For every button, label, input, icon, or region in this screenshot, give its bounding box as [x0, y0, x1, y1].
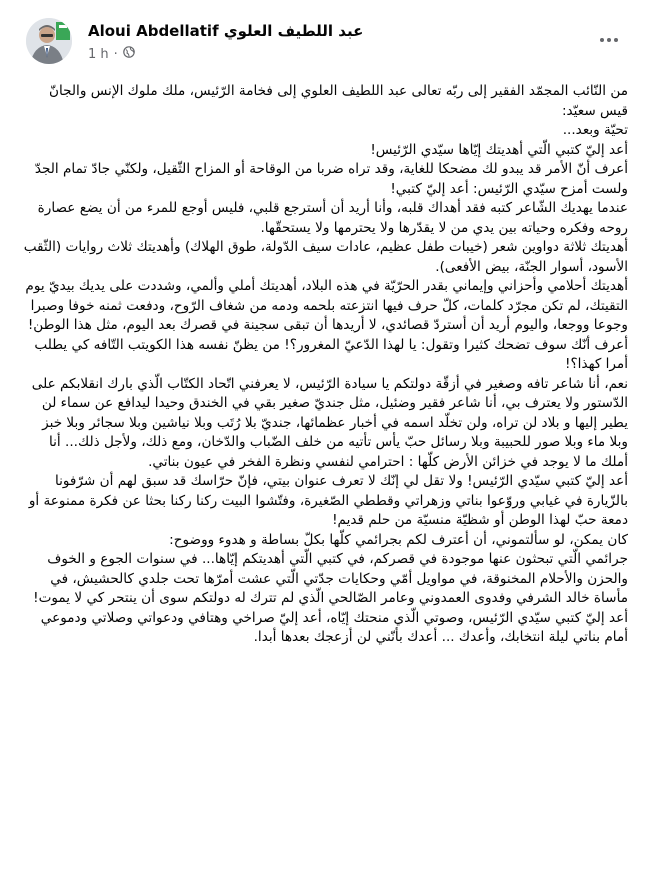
more-options-button[interactable]	[596, 30, 622, 50]
post-paragraph: أعد إليّ كتبي سيّدي الرّئيس! ولا تقل لي إنّك لا تعرف عنوان بيتي، فإنّ حرّاسك قد سبق لهم أن شرّفونا بالزّيارة في غيابي وروّعوا بناتي وزهراتي وقططي الصّغيرة، وفتّشوا البيت ركنا ركنا بحثا عن فكرة ممنوعة أو دمعة حبّ لهذا الوطن أو شظيّة منسيّة من حلم قديم!	[28, 473, 628, 528]
meta-separator: ·	[113, 46, 118, 62]
post-paragraph: أعرف أنّ الأمر قد يبدو لك مضحكا للغاية، وقد تراه ضربا من الوقاحة أو المزاح الثّقيل، ولكنّي جادّ تمام الجدّ ولست أمزح سيّدي الرّئيس: أعد إليّ كتبي!	[34, 161, 628, 197]
post-paragraph: كان يمكن، لو سألتموني، أن أعترف لكم بجرائمي كلّها بكلّ بساطة و هدوء ووضوح:	[169, 531, 628, 548]
post-paragraph: أعرف أنّك سوف تضحك كثيرا وتقول: يا لهذا الدّعيّ المغرور؟! من يظنّ نفسه هذا الكويتب التّافه كي يطلب أمرا كهذا؟!	[34, 336, 628, 372]
post-paragraph: جرائمي الّتي تبحثون عنها موجودة في قصركم، في كتبي الّتي أهديتكم إيّاها... في سنوات الجوع و الخوف والحزن والأحلام المخنوقة، في مواويل أمّي وحكايات جدّتي الّتي عشت أمرّها تحت جلدي كالحشيش، في مأساة خالد الشرفي وفدوى العمدوني وعامر الصّالحي الّذي لم تترك له دولتكم سوى أن ينتحر كي لا يموت!	[33, 551, 628, 606]
author-avatar[interactable]	[26, 18, 72, 64]
author-name-arabic[interactable]: عبد اللطيف العلوي	[223, 22, 364, 40]
post-paragraph: أعد إليّ كتبي سيّدي الرّئيس، وصوتي الّذي منحتك إيّاه، أعد إليّ صراخي وهتافي ودعواتي وصلاتي ودموعي أمام بناتي ليلة انتخابك، وأعدك ... أعدك بأنّني لن أزعجك بعدها أبدا.	[40, 609, 628, 645]
globe-icon	[123, 46, 135, 62]
post-body	[22, 82, 628, 648]
avatar-photo-icon	[26, 18, 72, 64]
post-paragraph: من النّائب المجمّد الفقير إلى ربّه تعالى عبد اللطيف العلوي إلى فخامة الرّئيس، ملك ملوك الإنس والجانّ قيس سعيّد:	[49, 83, 628, 119]
author-name[interactable]	[88, 22, 363, 40]
post-meta	[88, 46, 135, 62]
post-paragraph: أهديتك ثلاثة دواوين شعر (خيبات طفل عظيم، عادات سيف الدّولة، طوق الهلاك) وأهديتك ثلاث روايات (الثّقب الأسود، أسوار الجنّة، بيض الأفعى).	[23, 239, 628, 275]
post-header	[0, 8, 650, 72]
author-name-latin[interactable]: Aloui Abdellatif	[88, 22, 219, 40]
more-dot-icon	[607, 38, 611, 42]
post-paragraph: نعم، أنا شاعر تافه وصغير في أزقّة دولتكم يا سيادة الرّئيس، لا يعرفني اتّحاد الكتّاب الّذي بارك انقلابكم على الدّستور ولا يعترف بي، أنا شاعر فقير وضئيل، مثل جنديّ صغير بقي في الخندق وحيدا ليدافع عن سماء لن يطير إليها و بلاد لن تراه، ولن تخلّد اسمه في أخبار عظمائها، جنديّ بلا رُتَب وبلا نياشين وبلا سجائر وبلا خبز وبلا ماء وبلا صور للحبيبة وبلا رسائل حبّ يأس تأتيه من خلف الضّباب والدّخان، ومع ذلك، ولأجل ذلك... أنا أملك ما لا يوجد في خزائن الأرض كلّها : احترامي لنفسي ونظرة الفخر في عيون بناتي.	[31, 375, 628, 470]
post-paragraph: تحيّة وبعد...	[562, 122, 628, 138]
post-paragraph: أهديتك أحلامي وأحزاني وإيماني بقدر الحرّيّة في هذه البلاد، أهديتك أملي وألمي، وشددت على يديك بيديّ يوم التقيتك، لم تكن مجرّد كلمات، كلّ حرف فيها انتزعته بلحمه ودمه من شغاف الرّوح، ودفعت ثمنه خوفا وصبرا وجوعا ووجعا، واليوم أريد أن أستردّ قصائدي، لا أريدها أن تبقى سجينة في قصرك بعد اليوم، مثل هذا الوطن!	[25, 278, 628, 333]
post-paragraph: عندما يهديك الشّاعر كتبه فقد أهداك قلبه، وأنا أريد أن أسترجع قلبي، فليس أوجع للمرء من أن يضع عصارة روحه وفكره وحياته بين يدي من لا يقدّرها ولا يحترمها ولا يستحقّها.	[37, 200, 628, 236]
post-paragraph: أعد إليّ كتبي الّتي أهديتك إيّاها سيّدي الرّئيس!	[370, 141, 628, 158]
more-dot-icon	[614, 38, 618, 42]
more-dot-icon	[600, 38, 604, 42]
post-time[interactable]: 1 h	[88, 46, 109, 62]
